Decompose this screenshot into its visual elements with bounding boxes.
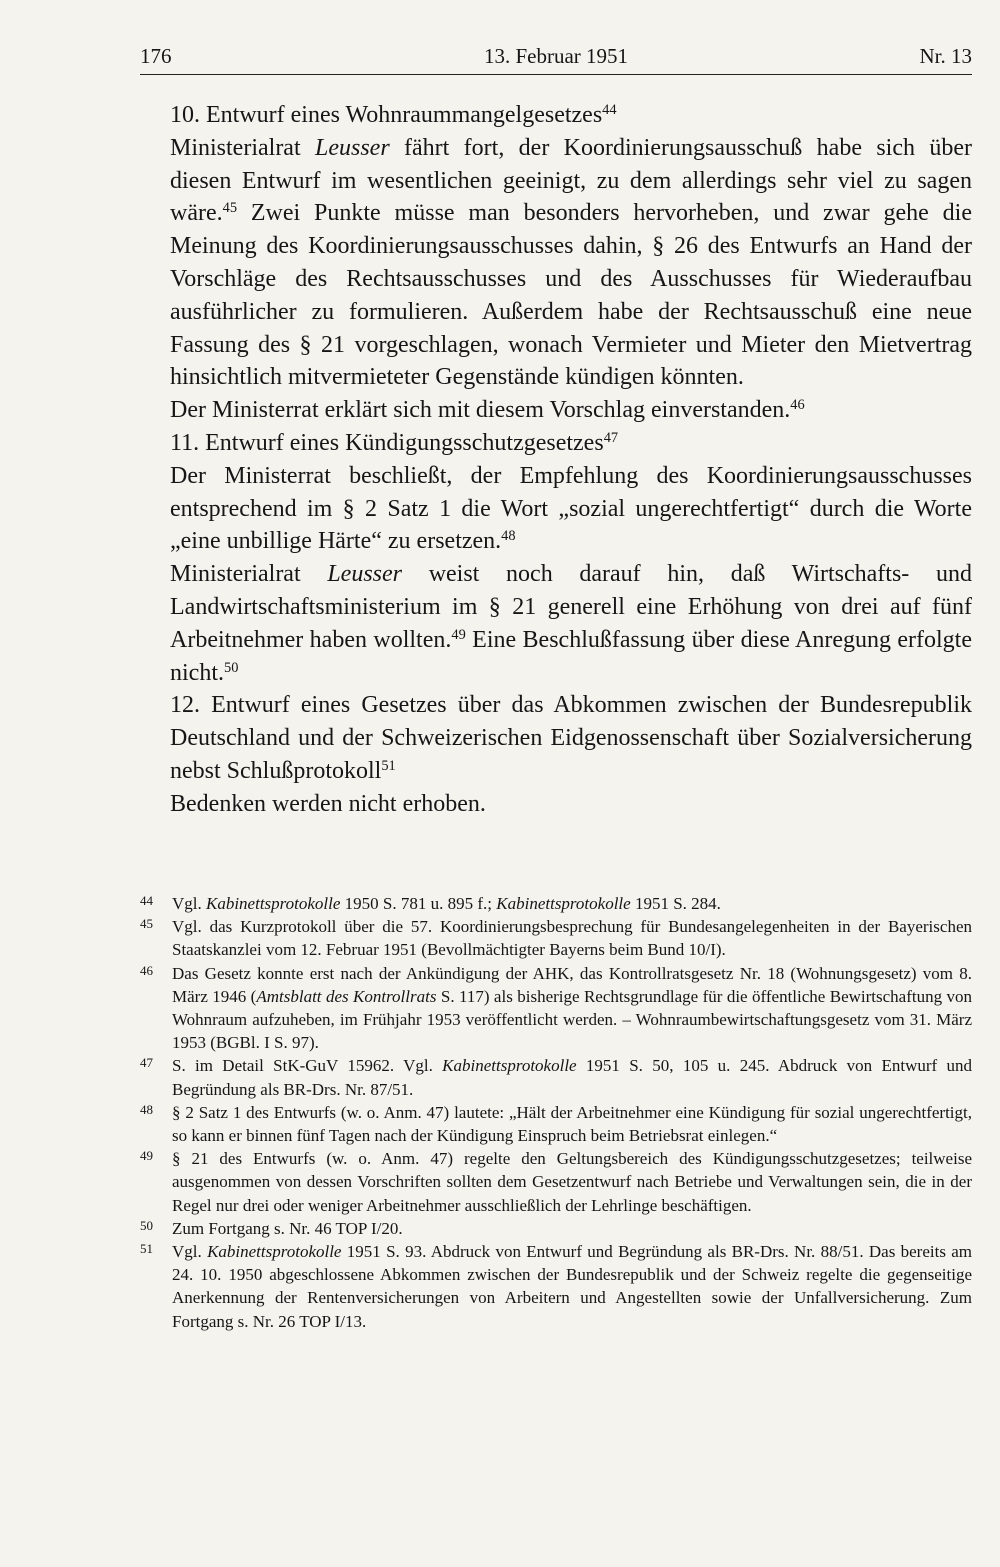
item-11-paragraph-2: Ministerialrat Leusser weist noch darauf hin, daß Wirtschafts- und Landwirtschaftsministerium im § 21 generell eine Erhöhung von drei auf fünf Arbeitnehmer haben wollten.$^{49}$ Eine Beschlußfassung über diese Anregung erfolgte nicht.$^{50}$ xyxy=(170,561,973,686)
footnote-47: 47 S. im Detail StK-GuV 15962. Vgl. Kabinettsprotokolle 1951 S. 50, 105 u. 245. Abdruck von Entwurf und Begründung als BR-Drs. Nr. 87/51. xyxy=(140,1054,972,1100)
header-date: 13. Februar 1951 xyxy=(483,44,629,68)
footnote-50: 50 Zum Fortgang s. Nr. 46 TOP I/20. xyxy=(140,1217,972,1240)
footnote-ref[interactable]: 51 xyxy=(381,758,396,775)
item-11-paragraph-1: Der Ministerrat beschließt, der Empfehlung des Koordinierungsausschusses entsprechend im § 2 Satz 1 die Wort „sozial ungerechtfertigt“ durch die Worte „eine unbillige Härte“ zu ersetzen.$^{48}$ xyxy=(170,462,972,555)
footnote-number: 49 xyxy=(140,1148,153,1164)
item-10-heading: 10. Entwurf eines Wohnraummangelgesetzes$^{44}$ xyxy=(170,102,617,128)
item-11-heading: 11. Entwurf eines Kündigungsschutzgesetzes$^{47}$ xyxy=(170,429,619,456)
footnote-48: 48 § 2 Satz 1 des Entwurfs (w. o. Anm. 47) lautete: „Hält der Arbeitnehmer eine Kündigung für sozial ungerechtfertigt, so kann er binnen fünf Tagen nach der Kündigung Einspruch beim Betriebsrat einlegen.“ xyxy=(140,1101,972,1147)
footnote-ref[interactable]: 48 xyxy=(501,528,516,545)
footnote-number: 50 xyxy=(140,1217,153,1233)
person-name: Leusser xyxy=(327,561,402,588)
footnote-number: 44 xyxy=(140,893,153,908)
item-12-heading: 12. Entwurf eines Gesetzes über das Abkommen zwischen der Bundesrepublik Deutschland und der Schweizerischen Eidgenossenschaft über Sozialversicherung nebst Schlußprotokoll$^{51}$ xyxy=(170,692,972,784)
footnote-46: 46 Das Gesetz konnte erst nach der Ankündigung der AHK, das Kontrollratsgesetz Nr. 18 (Wohnungsgesetz) vom 8. März 1946 (Amtsblatt des Kontrollrats S. 117) als bisherige Rechtsgrundlage für die öffentliche Bewirtschaftung von Wohnraum aufzuheben, im Frühjahr 1953 veröffentlicht werden. – Wohnraumbewirtschaftungsgesetz vom 31. März 1953 (BGBl. I S. 97). xyxy=(140,962,972,1055)
footnote-number: 46 xyxy=(140,962,153,978)
body-text xyxy=(170,99,972,821)
item-10-paragraph-1: Ministerialrat Leusser fährt fort, der Koordinierungsausschuß habe sich über diesen Entwurf im wesentlichen geeinigt, zu dem allerdings sehr viel zu sagen wäre.$^{45}$ Zwei Punkte müsse man besonders hervorheben, und zwar gehe die Meinung des Koordinierungsausschusses dahin, § 26 des Entwurfs an Hand der Vorschläge des Rechtsausschusses und des Ausschusses für Wiederaufbau ausführlicher zu formulieren. Außerdem habe der Rechtsausschuß eine neue Fassung des § 21 vorgeschlagen, wonach Vermieter und Mieter den Mietvertrag hinsichtlich mitvermieteter Gegenstände kündigen könnten. xyxy=(170,134,972,391)
footnote-49: 49 § 21 des Entwurfs (w. o. Anm. 47) regelte den Geltungsbereich des Kündigungsschutzgesetzes; teilweise ausgenommen von dessen Vorschriften sollten dem Gesetzentwurf nach Betriebe und Verwaltungen sein, die in der Regel nur drei oder weniger Arbeitnehmer ausschließlich der Lehrlinge beschäftigen. xyxy=(140,1147,972,1217)
footnote-ref[interactable]: 45 xyxy=(222,200,238,217)
running-header xyxy=(140,40,972,75)
item-10-paragraph-2: Der Ministerrat erklärt sich mit diesem Vorschlag einverstanden.$^{46}$ xyxy=(170,397,805,424)
page-number: 176 xyxy=(140,44,172,68)
item-12-paragraph-1: Bedenken werden nicht erhoben. xyxy=(170,790,486,817)
footnote-ref[interactable]: 46 xyxy=(790,397,805,414)
footnote-51: 51 Vgl. Kabinettsprotokolle 1951 S. 93. Abdruck von Entwurf und Begründung als BR-Drs. Nr. 88/51. Das bereits am 24. 10. 1950 abgeschlossene Abkommen zwischen der Bundesrepublik und der Schweiz regelte die gegenseitige Anerkennung der Rentenversicherungen von Arbeitern und Angestellten sowie der Unfallversicherung. Zum Fortgang s. Nr. 26 TOP I/13. xyxy=(140,1240,972,1333)
footnote-number: 45 xyxy=(140,916,153,932)
footnote-ref[interactable]: 47 xyxy=(603,430,619,447)
footnote-44: 44 Vgl. Kabinettsprotokolle 1950 S. 781 u. 895 f.; Kabinettsprotokolle 1951 S. 284. xyxy=(140,892,972,915)
footnote-ref[interactable]: 44 xyxy=(602,102,617,119)
document-number: Nr. 13 xyxy=(919,44,972,68)
footnote-45: 45 Vgl. das Kurzprotokoll über die 57. Koordinierungsbesprechung für Bundesangelegenheiten in der Bayerischen Staatskanzlei vom 12. Februar 1951 (Bevollmächtigter Bayerns beim Bund 10/I). xyxy=(140,915,972,961)
footnote-number: 51 xyxy=(140,1241,153,1257)
footnote-ref[interactable]: 49 xyxy=(451,626,466,643)
footnotes xyxy=(140,892,972,1333)
footnote-number: 48 xyxy=(140,1101,153,1117)
footnote-number: 47 xyxy=(140,1055,153,1071)
footnote-ref[interactable]: 50 xyxy=(224,659,239,676)
person-name: Leusser xyxy=(314,134,390,161)
